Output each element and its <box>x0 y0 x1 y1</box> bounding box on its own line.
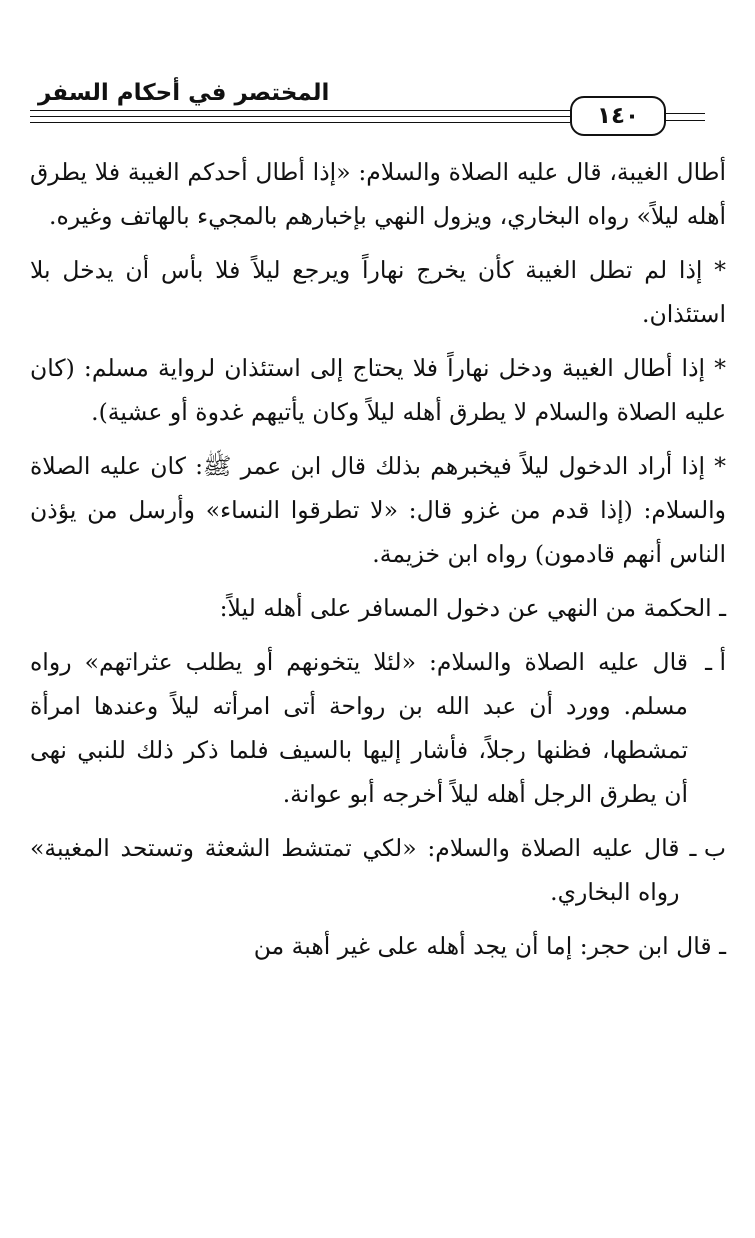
paragraph: ـ قال ابن حجر: إما أن يجد أهله على غير أهبة من <box>253 932 726 960</box>
section-heading: ـ الحكمة من النهي عن دخول المسافر على أهله ليلاً: <box>219 594 726 622</box>
page-header <box>30 68 730 138</box>
paragraph: أطال الغيبة، قال عليه الصلاة والسلام: «إذا أطال أحدكم الغيبة فلا يطرق أهله ليلاً» رواه البخاري، ويزول النهي بإخبارهم بالمجيء بالهاتف وغيره. <box>30 158 726 230</box>
header-rule <box>30 122 570 123</box>
header-rule <box>30 110 570 111</box>
header-rule <box>660 120 705 121</box>
list-item-text: قال عليه الصلاة والسلام: «لئلا يتخونهم أو يطلب عثراتهم» رواه مسلم. وورد أن عبد الله بن رواحة أتى امرأته ليلاً وعندها امرأة تمشطها، فظنها رجلاً، فأشار إليها بالسيف فلما ذكر ذلك للنبي نهى أن يطرق الرجل أهله ليلاً أخرجه أبو عوانة. <box>30 648 688 808</box>
book-title: المختصر في أحكام السفر <box>38 80 330 106</box>
paragraph: * إذا أراد الدخول ليلاً فيخبرهم بذلك قال ابن عمر ﷺ: كان عليه الصلاة والسلام: (إذا قدم من غزو قال: «لا تطرقوا النساء» وأرسل من يؤذن الناس أنهم قادمون) رواه ابن خزيمة. <box>30 452 726 568</box>
paragraph: * إذا لم تطل الغيبة كأن يخرج نهاراً ويرجع ليلاً فلا بأس أن يدخل بلا استئذان. <box>30 256 726 328</box>
header-rule <box>660 113 705 114</box>
list-item <box>30 826 726 914</box>
list-marker: أ ـ <box>705 648 726 676</box>
list-item <box>30 640 726 816</box>
paragraph: * إذا أطال الغيبة ودخل نهاراً فلا يحتاج إلى استئذان لرواية مسلم: (كان عليه الصلاة والسلام لا يطرق أهله ليلاً وكان يأتيهم غدوة أو عشية). <box>30 354 726 426</box>
header-rule <box>30 116 570 117</box>
page-body <box>30 150 726 978</box>
page-number: ١٤٠ <box>570 96 666 136</box>
list-item-text: قال عليه الصلاة والسلام: «لكي تمتشط الشعثة وتستحد المغيبة» رواه البخاري. <box>30 834 680 906</box>
list-marker: ب ـ <box>689 834 726 862</box>
